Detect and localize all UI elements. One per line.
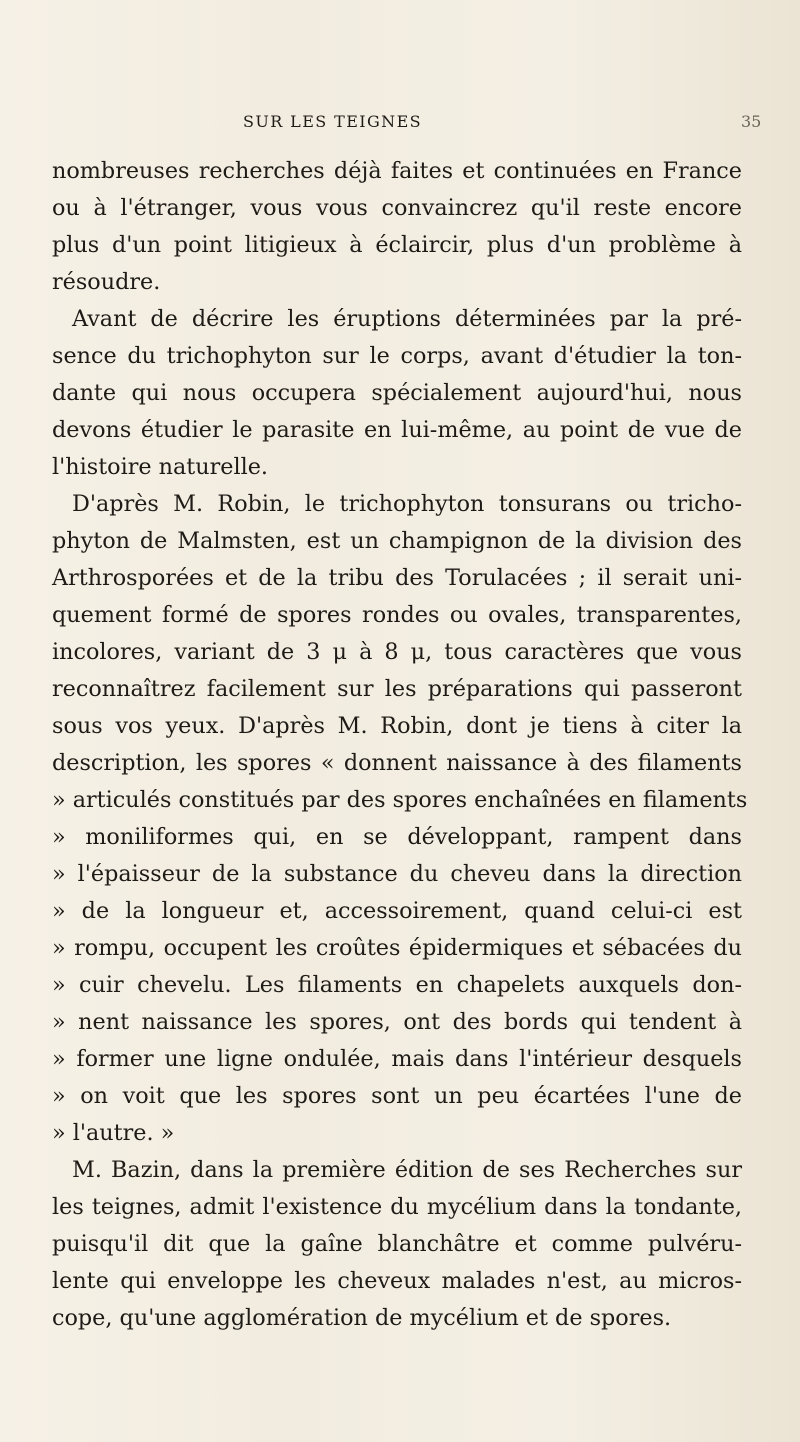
text-line: » de la longueur et, accessoirement, quand celui-ci est: [52, 898, 742, 924]
text-line: sence du trichophyton sur le corps, avant d'étudier la ton-: [52, 343, 742, 369]
text-line: M. Bazin, dans la première édition de ses Recherches sur: [72, 1157, 742, 1183]
text-line: » cuir chevelu. Les filaments en chapelets auxquels don-: [52, 972, 742, 998]
text-line: reconnaîtrez facilement sur les préparations qui passeront: [52, 676, 742, 702]
text-line: incolores, variant de 3 μ à 8 μ, tous caractères que vous: [52, 639, 742, 665]
text-line: » l'autre. »: [52, 1120, 175, 1146]
text-line: description, les spores « donnent naissance à des filaments: [52, 750, 742, 776]
text-line: Avant de décrire les éruptions déterminées par la pré-: [72, 306, 742, 332]
text-line: » on voit que les spores sont un peu écartées l'une de: [52, 1083, 742, 1109]
page-number: 35: [741, 112, 762, 131]
text-line: quement formé de spores rondes ou ovales, transparentes,: [52, 602, 742, 628]
text-line: » rompu, occupent les croûtes épidermiques et sébacées du: [52, 935, 742, 961]
running-head-title: SUR LES TEIGNES: [243, 112, 423, 131]
text-line: lente qui enveloppe les cheveux malades n'est, au micros-: [52, 1268, 742, 1294]
text-line: ou à l'étranger, vous vous convaincrez qu'il reste encore: [52, 195, 742, 221]
text-line: » former une ligne ondulée, mais dans l'intérieur desquels: [52, 1046, 742, 1072]
text-line: résoudre.: [52, 269, 161, 295]
text-line: dante qui nous occupera spécialement aujourd'hui, nous: [52, 380, 742, 406]
text-line: D'après M. Robin, le trichophyton tonsurans ou tricho-: [72, 491, 742, 517]
text-line: Arthrosporées et de la tribu des Torulacées ; il serait uni-: [52, 565, 742, 591]
text-line: l'histoire naturelle.: [52, 454, 269, 480]
text-line: les teignes, admit l'existence du mycélium dans la tondante,: [52, 1194, 742, 1220]
text-line: cope, qu'une agglomération de mycélium et de spores.: [52, 1305, 672, 1331]
text-line: phyton de Malmsten, est un champignon de la division des: [52, 528, 742, 554]
text-line: plus d'un point litigieux à éclaircir, plus d'un problème à: [52, 232, 742, 258]
text-line: nombreuses recherches déjà faites et continuées en France: [52, 158, 742, 184]
text-line: » nent naissance les spores, ont des bords qui tendent à: [52, 1009, 742, 1035]
text-line: » moniliformes qui, en se développant, rampent dans: [52, 824, 742, 850]
running-head: [0, 112, 800, 142]
text-line: » articulés constitués par des spores enchaînées en filaments: [52, 787, 748, 813]
text-line: puisqu'il dit que la gaîne blanchâtre et comme pulvéru-: [52, 1231, 742, 1257]
body-text: [52, 153, 748, 1337]
text-line: » l'épaisseur de la substance du cheveu dans la direction: [52, 861, 742, 887]
text-line: devons étudier le parasite en lui-même, au point de vue de: [52, 417, 742, 443]
text-line: sous vos yeux. D'après M. Robin, dont je tiens à citer la: [52, 713, 742, 739]
